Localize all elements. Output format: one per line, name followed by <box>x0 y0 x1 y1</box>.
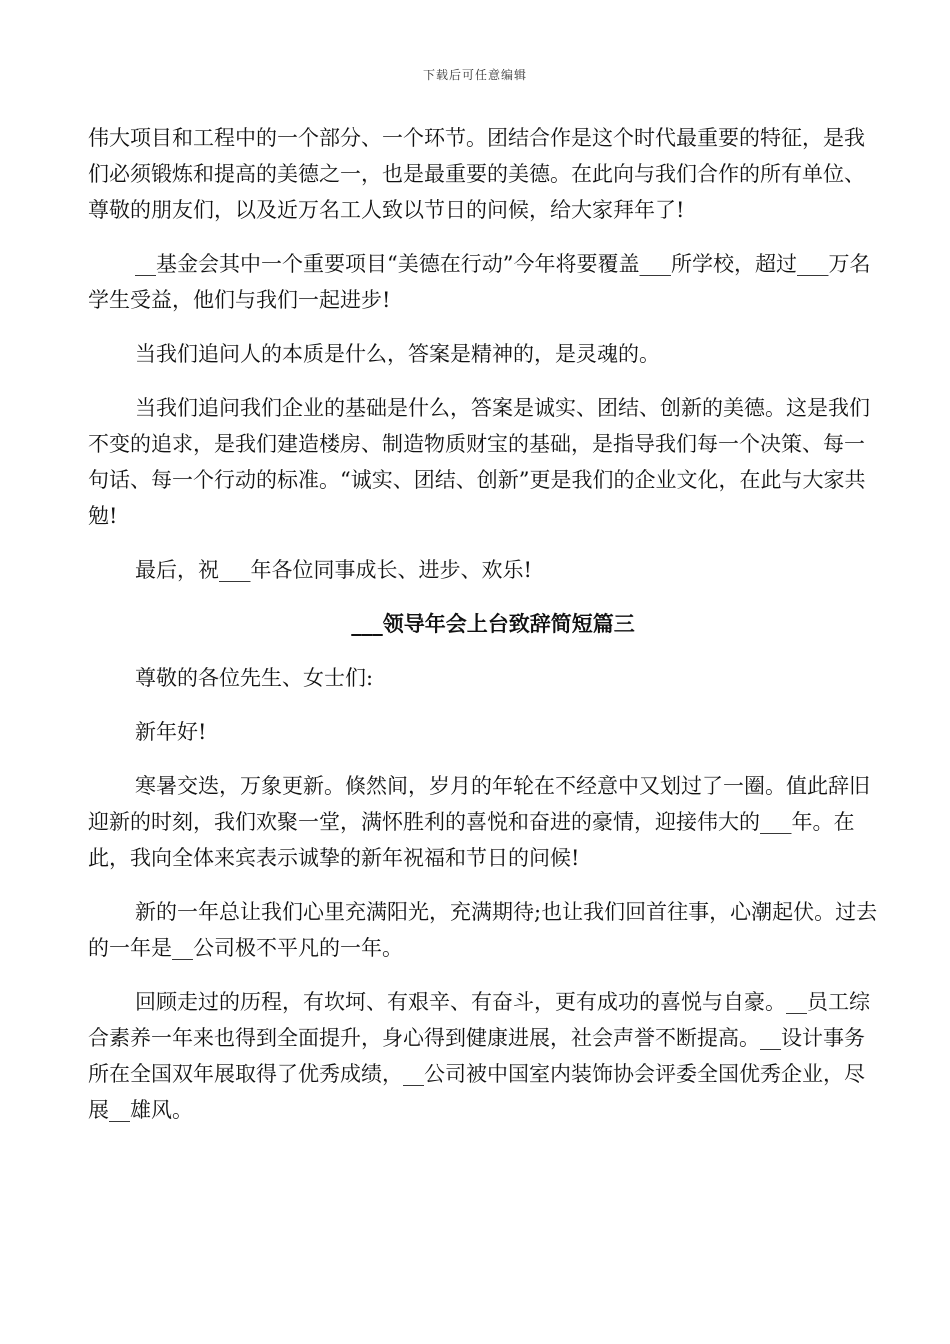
paragraph: __基金会其中一个重要项目“美德在行动”今年将要覆盖___所学校，超过___万名学生受益，他们与我们一起进步! <box>88 252 871 312</box>
document-body <box>88 120 878 1146</box>
paragraph: 回顾走过的历程，有坎坷、有艰辛、有奋斗，更有成功的喜悦与自豪。__员工综合素养一年来也得到全面提升，身心得到健康进展，社会声誉不断提高。__设计事务所在全国双年展取得了优秀成绩，__公司被中国室内装饰协会评委全国优秀企业，尽展__雄风。 <box>88 990 870 1122</box>
page-header: 下载后可任意编辑 <box>422 68 527 82</box>
paragraph: 尊敬的各位先生、女士们: <box>135 666 374 690</box>
paragraph: 新的一年总让我们心里充满阳光，充满期待;也让我们回首往事，心潮起伏。过去的一年是__公司极不平凡的一年。 <box>88 900 878 960</box>
paragraph: 寒暑交迭，万象更新。倏然间，岁月的年轮在不经意中又划过了一圈。值此辞旧迎新的时刻，我们欢聚一堂，满怀胜利的喜悦和奋进的豪情，迎接伟大的___年。在此，我向全体来宾表示诚挚的新年祝福和节日的问候! <box>88 774 870 870</box>
paragraph: 当我们追问我们企业的基础是什么，答案是诚实、团结、创新的美德。这是我们不变的追求，是我们建造楼房、制造物质财宝的基础，是指导我们每一个决策、每一句话、每一个行动的标准。“诚实、团结、创新”更是我们的企业文化，在此与大家共勉! <box>88 396 870 528</box>
paragraph: 当我们追问人的本质是什么，答案是精神的，是灵魂的。 <box>135 342 660 366</box>
paragraph: 新年好! <box>135 720 207 744</box>
paragraph: 伟大项目和工程中的一个部分、一个环节。团结合作是这个时代最重要的特征，是我们必须锻炼和提高的美德之一，也是最重要的美德。在此向与我们合作的所有单位、尊敬的朋友们，以及近万名工人致以节日的问候，给大家拜年了! <box>88 126 865 222</box>
paragraph: 最后，祝___年各位同事成长、进步、欢乐! <box>135 558 532 582</box>
section-title: ___领导年会上台致辞简短篇三 <box>351 611 635 636</box>
